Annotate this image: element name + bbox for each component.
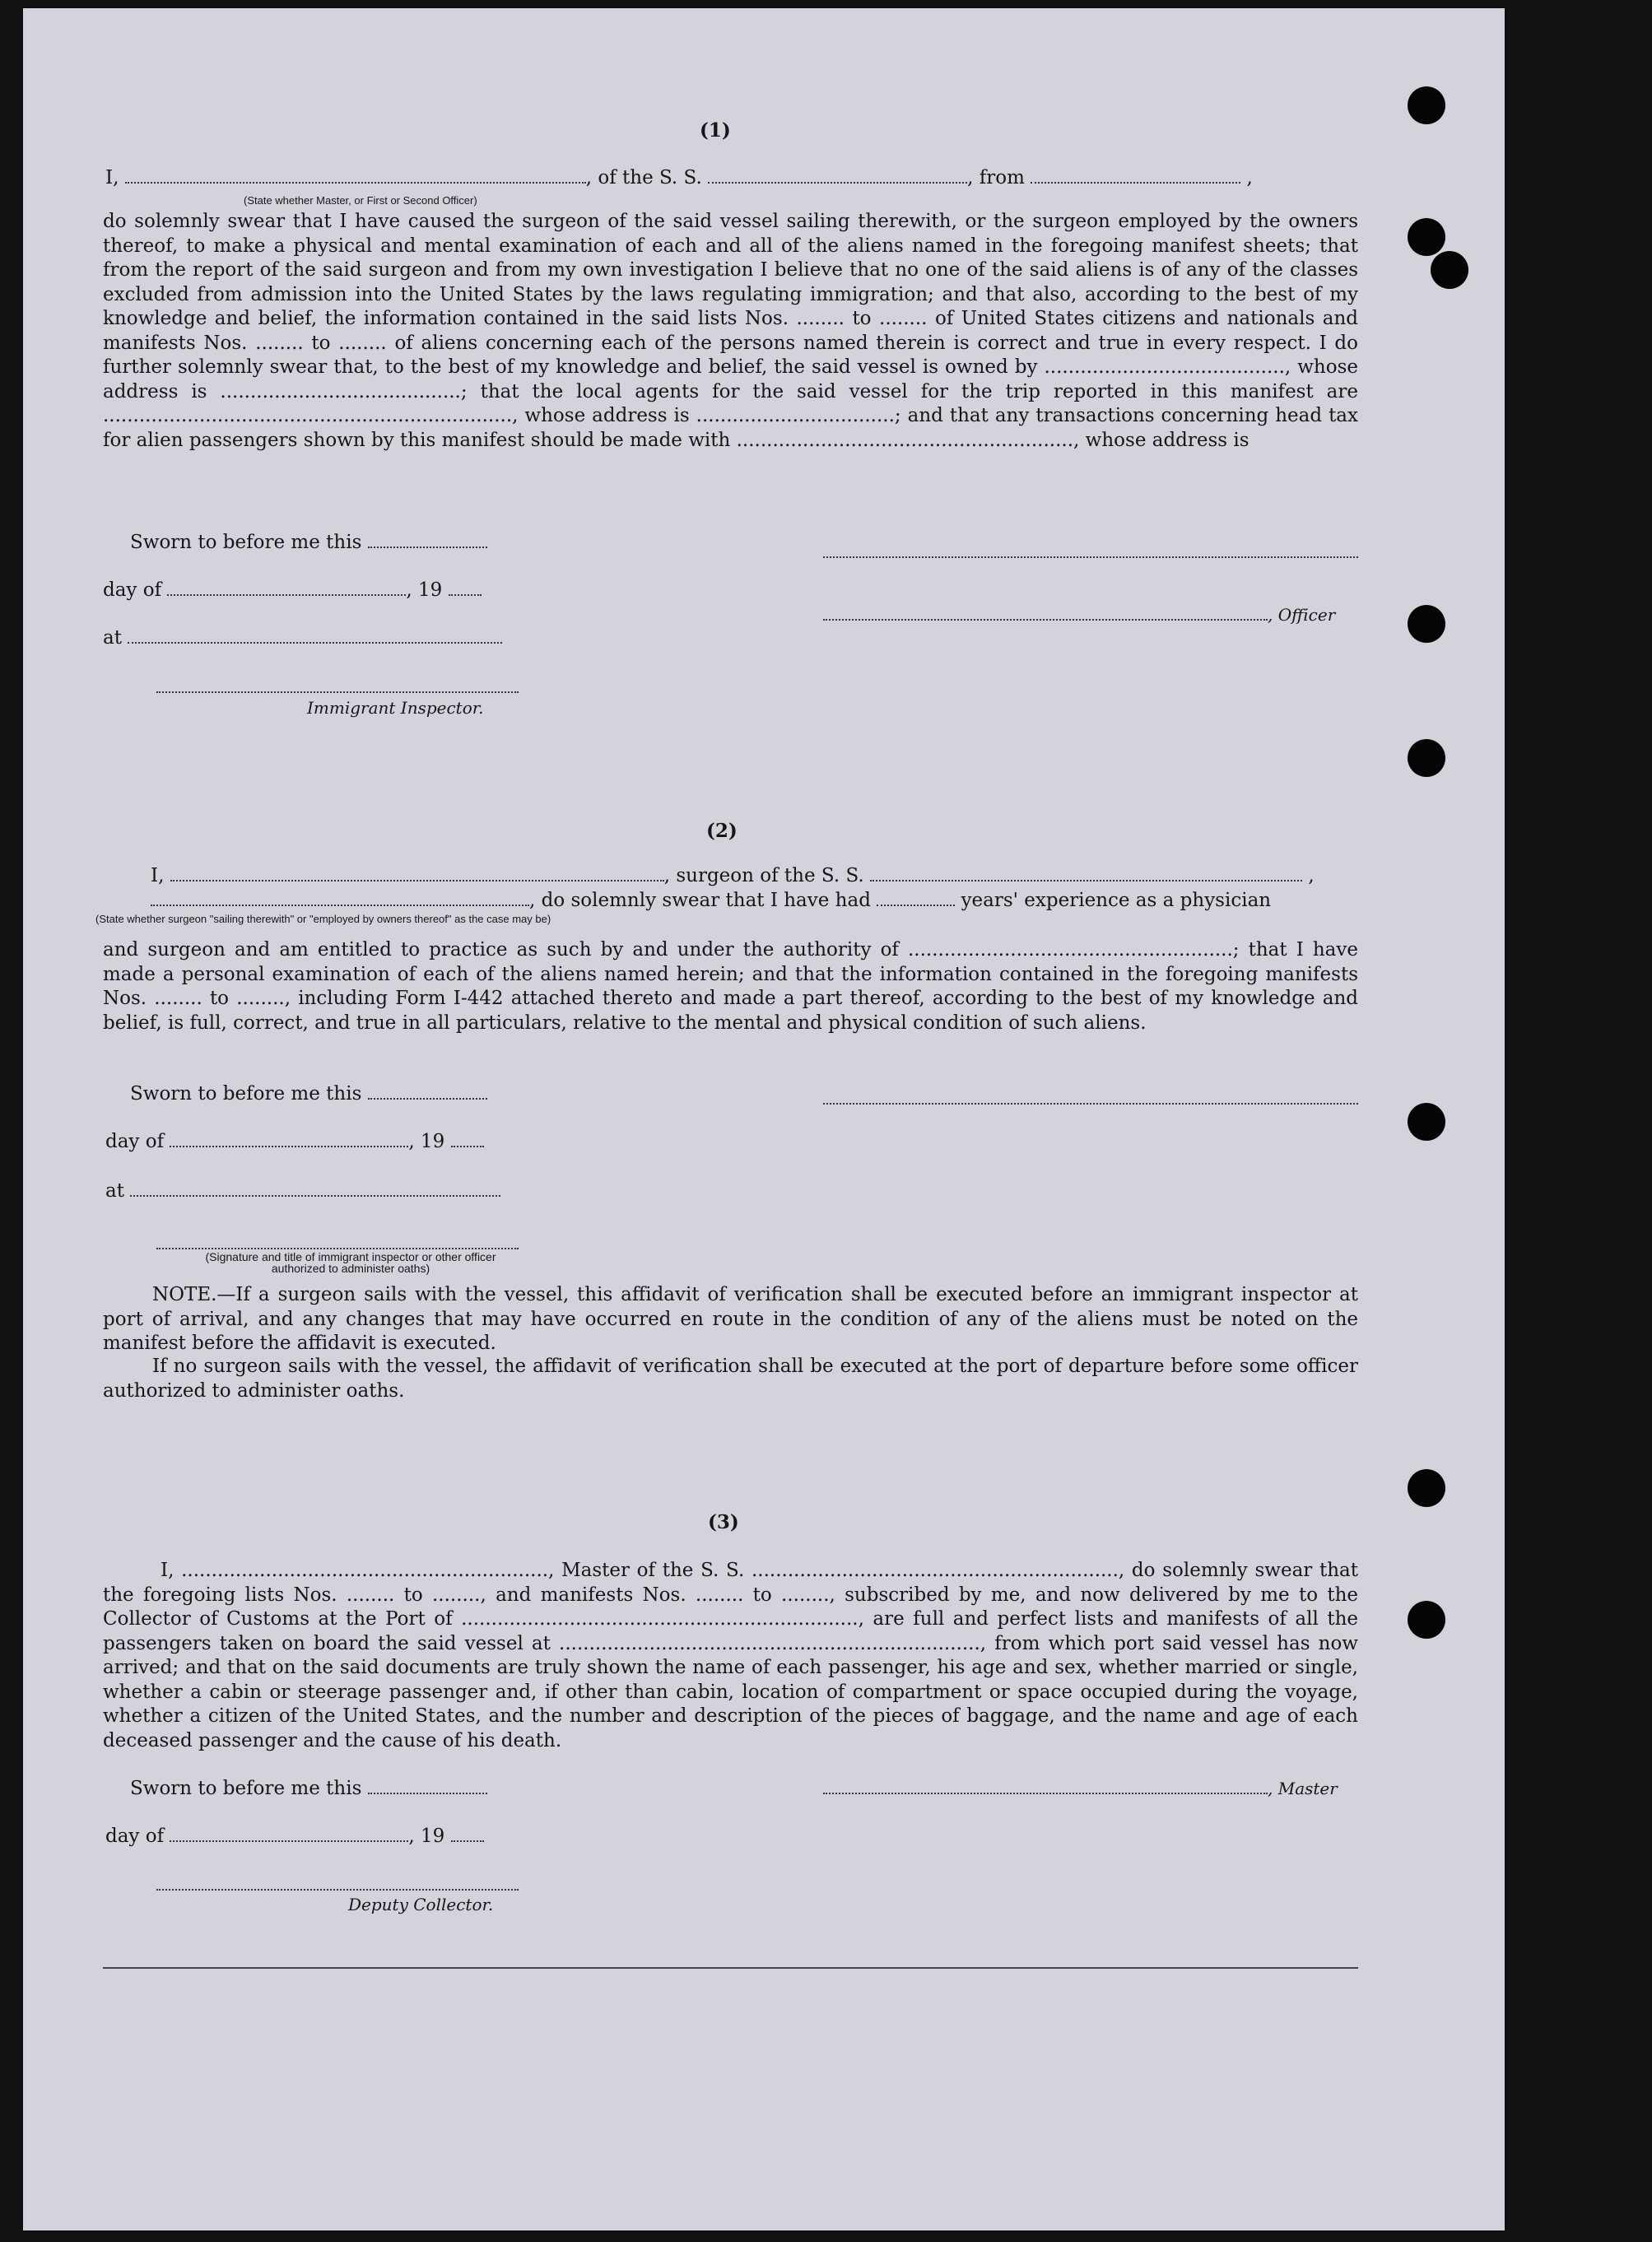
punch-hole xyxy=(1408,1103,1445,1141)
section-1-line1: I, , of the S. S. , from , xyxy=(105,167,1253,188)
text: Sworn to before me this xyxy=(130,1778,362,1799)
text: day of xyxy=(103,579,162,601)
text: at xyxy=(103,627,122,649)
section-2-note-2: If no surgeon sails with the vessel, the affidavit of verification shall be executed at the port of departure before some officer authorized to administer oaths. xyxy=(103,1356,1358,1402)
day-blank[interactable] xyxy=(170,1146,408,1147)
section-2-line2 xyxy=(151,891,1271,910)
section-3-collector-label: Deputy Collector. xyxy=(348,1895,494,1914)
text: years' experience as a physician xyxy=(961,890,1272,911)
text: day of xyxy=(105,1131,165,1152)
text: at xyxy=(105,1180,124,1202)
text: , Officer xyxy=(1268,605,1336,625)
vessel-blank[interactable] xyxy=(708,182,967,184)
punch-hole xyxy=(1408,739,1445,777)
text: , surgeon of the S. S. xyxy=(663,865,864,886)
section-3-sworn xyxy=(130,1779,487,1798)
section-2-sig-note xyxy=(178,1251,524,1274)
section-2-note-1: NOTE.—If a surgeon sails with the vessel, this affidavit of verification shall be executed before an immigrant inspector at port of arrival, and any changes that may have occurred en route in the condition of any of the aliens must be noted on the manifest before the affidavit is executed. xyxy=(103,1284,1358,1354)
punch-hole xyxy=(1408,86,1445,124)
years-blank[interactable] xyxy=(877,905,955,906)
surgeon-signature-line[interactable] xyxy=(823,1103,1358,1105)
section-1-sworn xyxy=(130,533,487,552)
official-signature-line[interactable] xyxy=(156,1248,519,1249)
section-1-number: (1) xyxy=(700,119,731,142)
signature-line[interactable] xyxy=(823,556,1358,558)
text: I, xyxy=(151,865,165,886)
surgeon-name-blank[interactable] xyxy=(170,880,664,881)
section-2-number: (2) xyxy=(706,820,738,842)
year-blank[interactable] xyxy=(451,1146,484,1147)
section-2-line2-note: (State whether surgeon "sailing therewith" or "employed by owners thereof" as the case may be) xyxy=(95,913,551,925)
text: Sworn to before me this xyxy=(130,1083,362,1105)
day-blank[interactable] xyxy=(170,1840,408,1842)
at-blank[interactable] xyxy=(128,642,502,644)
section-1-oath-paragraph: do solemnly swear that I have caused the surgeon of the said vessel sailing therewith, or the surgeon employed by the owners thereof, to make a physical and mental examination of each and all of the aliens named in the foregoing manifest sheets; that from the report of the said surgeon and from my own investigation I believe that no one of the said aliens is of any of the classes excluded from admission into the United States by the laws regulating immigration; and that also, according to the best of my knowledge and belief, the information contained in the said lists Nos. ........ to ........ of United States citizens and nationals and manifests Nos. ........ to ........ of aliens concerning each of the persons named therein is correct and true in every respect. I do further solemnly swear that, to the best of my knowledge and belief, the said vessel is owned by ........................................, whose address is ........................................; that the local agents for the said vessel for the trip reported in this manifest are ...................................................................., whose address is .................................; and that any transactions concerning head tax for alien passengers shown by this manifest should be made with ........................................................, whose address is xyxy=(103,211,1358,451)
section-1-officer xyxy=(823,606,1335,625)
text: , 19 xyxy=(408,1826,445,1847)
section-2-sworn xyxy=(130,1085,487,1104)
vessel-blank[interactable] xyxy=(870,880,1302,881)
manifest-affidavit-page xyxy=(23,8,1505,2230)
text: , 19 xyxy=(406,579,443,601)
capacity-blank[interactable] xyxy=(151,905,529,906)
sworn-date-blank[interactable] xyxy=(368,1793,487,1794)
day-blank[interactable] xyxy=(167,594,406,596)
officer-signature-blank[interactable] xyxy=(823,619,1268,621)
sworn-date-blank[interactable] xyxy=(368,547,487,548)
text: , from xyxy=(967,167,1025,188)
year-blank[interactable] xyxy=(449,594,482,596)
section-1-line1-note: (State whether Master, or First or Second Officer) xyxy=(244,194,477,207)
inspector-signature-line[interactable] xyxy=(156,691,519,693)
section-2-day xyxy=(105,1133,484,1151)
section-3-master xyxy=(823,1779,1338,1798)
section-1-day xyxy=(103,581,482,600)
at-blank[interactable] xyxy=(130,1195,500,1197)
section-1-inspector-label: Immigrant Inspector. xyxy=(307,698,484,718)
punch-hole xyxy=(1431,251,1468,289)
punch-hole xyxy=(1408,218,1445,256)
punch-hole xyxy=(1408,605,1445,643)
section-3-day xyxy=(105,1827,484,1846)
text: , do solemnly swear that I have had xyxy=(529,890,871,911)
sworn-date-blank[interactable] xyxy=(368,1098,487,1100)
master-signature-blank[interactable] xyxy=(823,1793,1268,1794)
bleed-through-text xyxy=(747,469,772,512)
text: , of the S. S. xyxy=(585,167,702,188)
text: day of xyxy=(105,1826,165,1847)
section-2-at xyxy=(105,1182,500,1201)
text: I, xyxy=(105,167,119,188)
text: , Master xyxy=(1268,1779,1338,1798)
section-1-at xyxy=(103,629,502,648)
section-3-oath-paragraph: I, ............................................................., Master of the S. S. ............................................................., do solemnly swear that the foregoing lists Nos. ........ to ........, and manifests Nos. ........ to ........, subscribed by me, and now delivered by me to the Collector of Customs at the Port of .................................................................., are full and perfect lists and manifests of all the passengers taken on board the said vessel at ......................................................................, from which port said vessel has now arrived; and that on the said documents are truly shown the name of each passenger, his age and sex, whether married or single, whether a cabin or steerage passenger and, if other than cabin, location of compartment or space occupied during the voyage, whether a citizen of the United States, and the number and description of the pieces of baggage, and the name and age of each deceased passenger and the cause of his death. xyxy=(103,1560,1358,1751)
punch-hole xyxy=(1408,1469,1445,1507)
from-blank[interactable] xyxy=(1031,182,1240,184)
punch-hole xyxy=(1408,1601,1445,1639)
year-blank[interactable] xyxy=(451,1840,484,1842)
section-2-line1: I, , surgeon of the S. S. , xyxy=(151,865,1315,886)
text: (Signature and title of immigrant inspector or other officer authorized to administer oaths) xyxy=(205,1250,496,1275)
text: Sworn to before me this xyxy=(130,532,362,553)
text: , 19 xyxy=(408,1131,445,1152)
bottom-rule xyxy=(103,1967,1358,1969)
section-3-number: (3) xyxy=(708,1511,739,1533)
officer-blank[interactable] xyxy=(125,182,586,184)
collector-signature-line[interactable] xyxy=(156,1889,519,1891)
section-2-oath-paragraph: and surgeon and am entitled to practice as such by and under the authority of ......................................................; that I have made a personal examination of each of the aliens named herein; and that the information contained in the foregoing manifests Nos. ........ to ........, including Form I-442 attached thereto and made a part thereof, according to the best of my knowledge and belief, is full, correct, and true in all particulars, relative to the mental and physical condition of such aliens. xyxy=(103,939,1358,1034)
